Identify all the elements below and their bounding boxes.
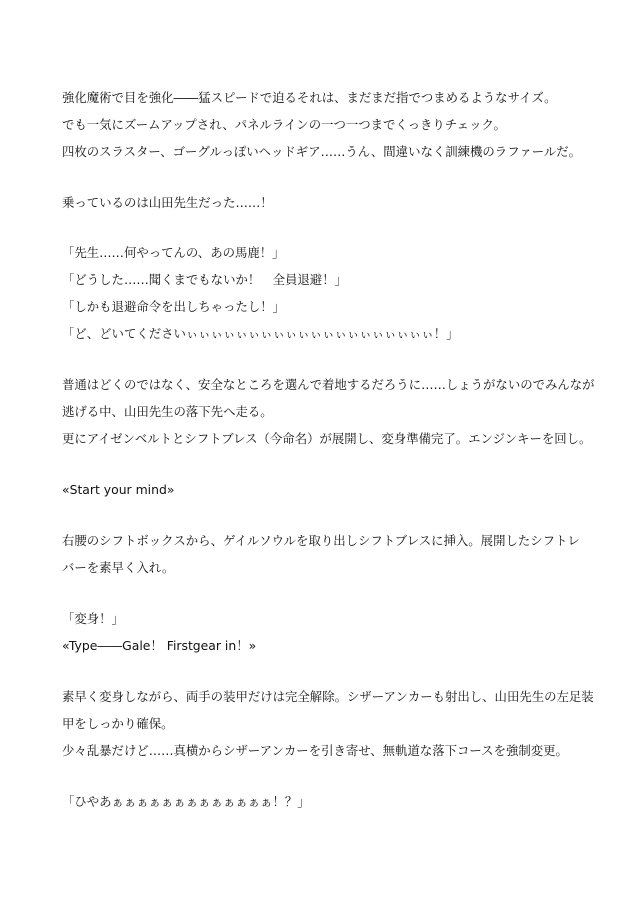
dialogue-line: 「先生……何やってんの、あの馬鹿！」 <box>62 245 285 260</box>
text-line: バーを素早く入れ。 <box>62 560 175 575</box>
text-line: 右腰のシフトボックスから、ゲイルソウルを取り出しシフトブレスに挿入。展開したシフトレ <box>62 533 580 548</box>
system-voice-line: «Start your mind» <box>62 482 175 497</box>
text-line: 更にアイゼンベルトとシフトブレス（今命名）が展開し、変身準備完了。エンジンキーを回し。 <box>62 431 592 446</box>
text-line: 逃げる中、山田先生の落下先へ走る。 <box>62 404 273 419</box>
text-line: 強化魔術で目を強化――猛スピードで迫るそれは、まだまだ指でつまめるようなサイズ。 <box>62 90 557 105</box>
dialogue-line: 「どうした……聞くまでもないか！ 全員退避！」 <box>62 272 347 287</box>
system-voice-line: «Type――Gale！ Firstgear in！» <box>62 638 257 653</box>
dialogue-line: 「ど、どいてくださいぃぃぃぃぃぃぃぃぃぃぃぃぃぃぃぃぃぃぃぃ！」 <box>62 326 459 341</box>
dialogue-line: 「しかも退避命令を出しちゃったし！」 <box>62 299 286 314</box>
text-line: 乗っているのは山田先生だった……！ <box>62 195 273 210</box>
dialogue-line: 「変身！」 <box>62 611 124 626</box>
text-line: 四枚のスラスター、ゴーグルっぽいヘッドギア……うん、間違いなく訓練機のラファールだ。 <box>62 144 582 159</box>
text-line: 普通はどくのではなく、安全なところを選んで着地するだろうに……しょうがないのでみんなが <box>62 377 595 392</box>
text-line: でも一気にズームアップされ、パネルラインの一つ一つまでくっきりチェック。 <box>62 117 506 132</box>
text-line: 少々乱暴だけど……真横からシザーアンカーを引き寄せ、無軌道な落下コースを強制変更。 <box>62 743 568 758</box>
text-line: 素早く変身しながら、両手の装甲だけは完全解除。シザーアンカーも射出し、山田先生の左足装 <box>62 689 594 704</box>
dialogue-line: 「ひやあぁぁぁぁぁぁぁぁぁぁぁぁぁ！？」 <box>62 794 310 809</box>
text-line: 甲をしっかり確保。 <box>62 716 174 731</box>
